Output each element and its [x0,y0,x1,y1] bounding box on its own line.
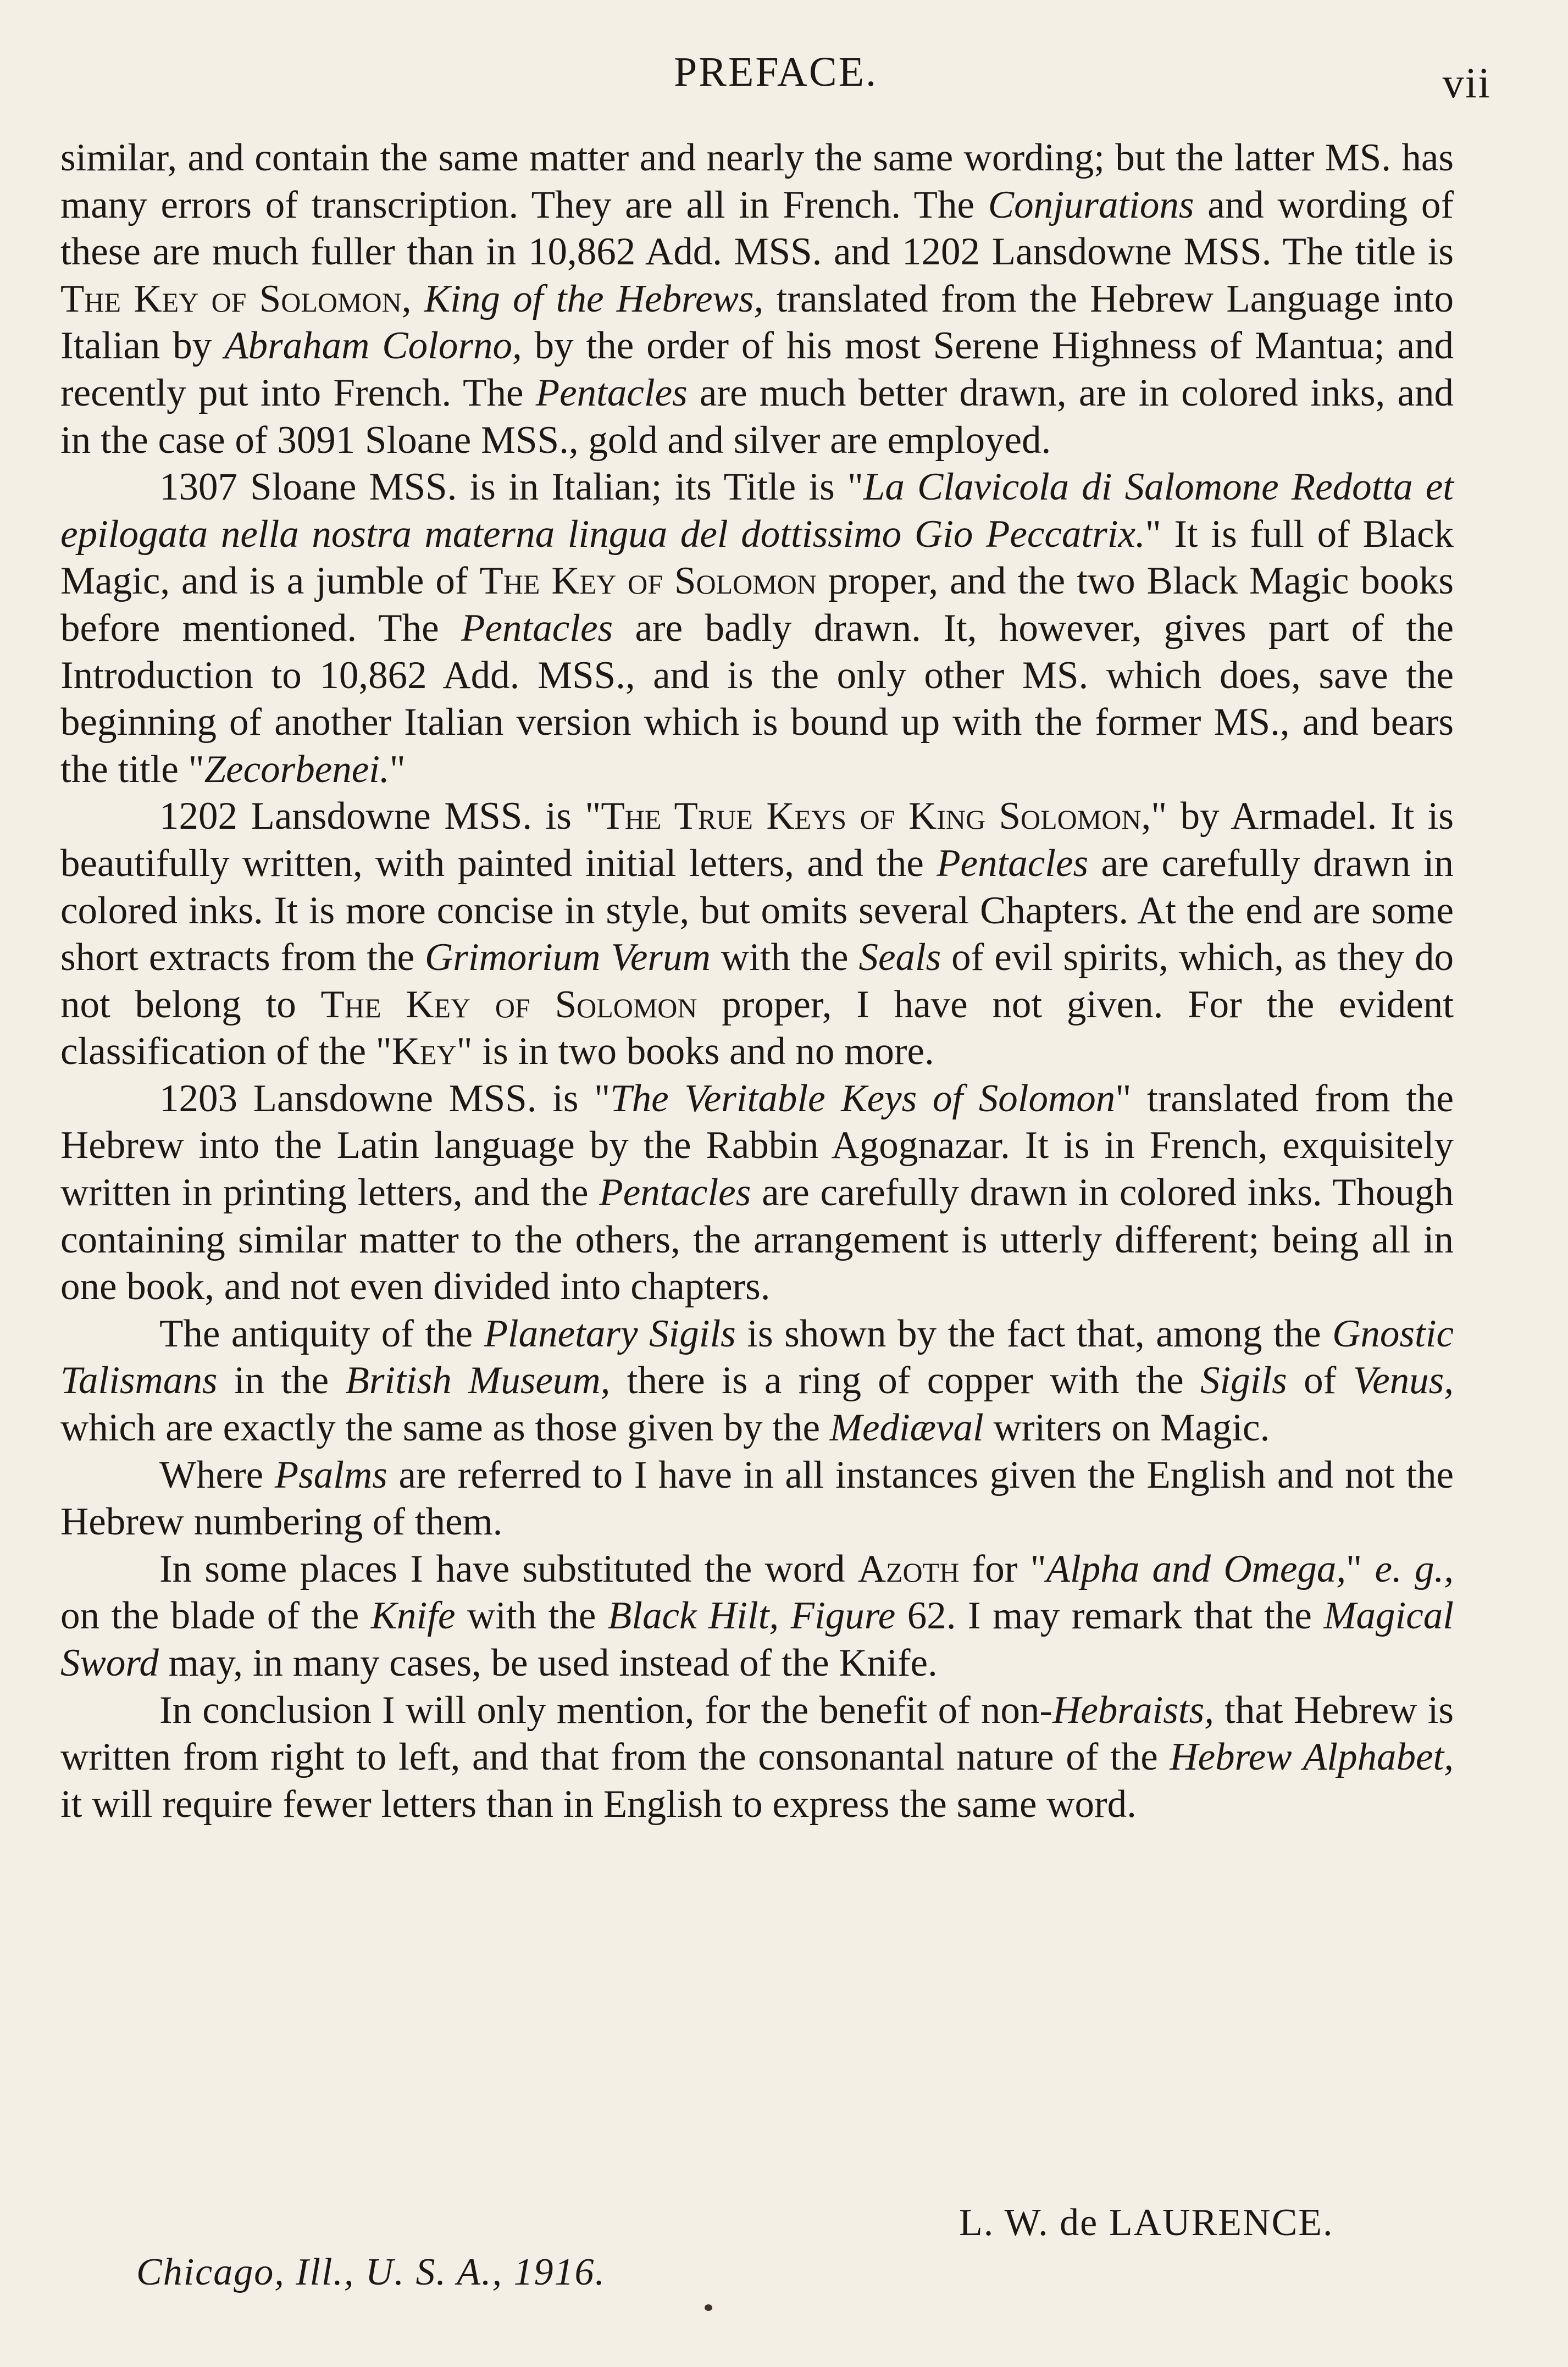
text-run: " It is full of Black Magic, and is a jumble of [60,512,1454,603]
small-caps-text: The Key of Solomon [479,559,817,603]
running-head [60,48,1491,109]
text-run: 62. I may remark that the [895,1594,1324,1638]
paragraph [60,1687,1454,1828]
text-run: on the blade of the [60,1594,371,1638]
ink-speck [705,2304,712,2311]
italic-text: Hebraists, [1052,1688,1214,1732]
text-run: " [1346,1547,1375,1590]
italic-text: Pentacles [461,606,613,650]
text-run: " translated from the Hebrew into the Latin language by the Rabbin Agognazar. It is in French, exquisitely written in printing letters, and the [60,1077,1454,1215]
text-run: proper, I have not given. For the evident classification of the " [60,983,1454,1073]
italic-text: The Veritable Keys of Solomon [610,1077,1116,1120]
paragraph [60,135,1454,464]
text-run: are carefully drawn in colored inks. It is more concise in style, but omits several Chapters. At the end are some short extracts from the [60,841,1454,979]
paragraph [60,464,1454,793]
small-caps-text: Azoth [857,1547,960,1590]
text-run: Where [159,1453,275,1496]
italic-text: Seals [858,936,941,979]
italic-text: Grimorium Verum [425,936,711,979]
page-number: vii [1442,59,1491,107]
italic-text: Pentacles [937,841,1089,885]
small-caps-text: The True Keys of King Solomon, [601,795,1151,838]
italic-text: Planetary Sigils [484,1312,736,1355]
text-run: of evil spirits, which, as they do not belong to [60,936,1454,1026]
italic-text: King of the Hebrews, [424,277,764,320]
text-run: 1203 Lansdowne MSS. is " [159,1077,611,1120]
italic-text: Psalms [274,1453,387,1496]
text-run: with the [455,1594,608,1638]
text-run: of [1287,1359,1353,1403]
text-run: In conclusion I will only mention, for the benefit of non- [159,1688,1053,1732]
text-run: 1307 Sloane MSS. is in Italian; its Title is " [159,465,863,509]
paragraph [60,1546,1454,1687]
paragraph [60,1076,1454,1311]
italic-text: La Clavicola di Salomone Redotta et epilogata nella nostra materna lingua del dottissimo Gio Peccatrix. [60,465,1454,556]
italic-text: Mediæval [829,1406,984,1450]
text-run: that Hebrew is written from right to left, and that from the consonantal nature of the [60,1688,1454,1779]
italic-text: Sigils [1200,1359,1287,1403]
italic-text: Pentacles [535,371,688,414]
text-run: in the [217,1359,346,1403]
author-signature: L. W. de LAURENCE. [959,2202,1334,2244]
text-run: " [389,747,406,791]
text-run: The antiquity of the [159,1312,484,1355]
text-run: " by Armadel. It is beautifully written, with painted initial letters, and the [60,795,1454,885]
text-run: are carefully drawn in colored inks. Though containing similar matter to the others, the arrangement is utterly different; being all in one book, and not even divided into chapters. [60,1171,1454,1309]
italic-text: e. g., [1375,1547,1454,1590]
small-caps-text: Key [391,1030,457,1073]
text-run: similar, and contain the same matter and nearly the same wording; but the latter MS. has many errors of transcription. They are all in French. The [60,136,1454,226]
text-run: are badly drawn. It, however, gives part of the Introduction to 10,862 Add. MSS., and is the only other MS. which does, save the beginning of another Italian version which is bound up with the former MS., and bears the title " [60,606,1454,791]
italic-text: Alpha and Omega, [1046,1547,1347,1590]
italic-text: Magical Sword [60,1594,1454,1684]
italic-text: Abraham Colorno, [224,324,522,368]
italic-text: Gnostic Talismans [60,1312,1454,1403]
small-caps-text: The Key of Solomon [320,983,697,1026]
text-run: proper, and the two Black Magic books before mentioned. The [60,559,1454,650]
small-caps-text: The Key of Solomon, [60,277,412,320]
text-run: writers on Magic. [983,1406,1270,1450]
italic-text: Pentacles [599,1171,751,1215]
text-run: translated from the Hebrew Language into Italian by [60,277,1454,368]
text-run: 1202 Lansdowne MSS. is " [159,795,601,838]
text-run: which are exactly the same as those given by the [60,1406,830,1450]
text-run: for " [959,1547,1046,1590]
text-run: it will require fewer letters than in English to express the same word. [60,1782,1137,1826]
italic-text: Venus, [1353,1359,1454,1403]
body-text [60,135,1454,1828]
text-run: are referred to I have in all instances given the English and not the Hebrew numbering of them. [60,1453,1454,1544]
text-run [411,278,424,320]
text-run: there is a ring of copper with the [610,1359,1200,1403]
italic-text: Zecorbenei. [204,747,390,791]
text-run: In some places I have substituted the word [159,1547,858,1590]
text-run: and wording of these are much fuller than in 10,862 Add. MSS. and 1202 Lansdowne MSS. The title is [60,183,1454,274]
text-run: may, in many cases, be used instead of the Knife. [158,1642,938,1684]
paragraph [60,1311,1454,1452]
italic-text: Black Hilt, Figure [607,1594,896,1638]
dateline: Chicago, Ill., U. S. A., 1916. [136,2251,606,2293]
text-run: are much better drawn, are in colored inks, and in the case of 3091 Sloane MSS., gold and silver are employed. [60,371,1454,462]
italic-text: Knife [370,1594,456,1638]
italic-text: Hebrew Alphabet, [1170,1736,1454,1779]
text-run: by the order of his most Serene Highness of Mantua; and recently put into French. The [60,324,1454,414]
page-title: PREFACE. [673,49,878,95]
italic-text: British Museum, [345,1359,611,1403]
paragraph [60,1452,1454,1546]
paragraph [60,793,1454,1076]
text-run: with the [710,936,859,979]
text-run: " is in two books and no more. [456,1030,934,1073]
text-run: is shown by the fact that, among the [735,1312,1333,1355]
italic-text: Conjurations [988,183,1194,226]
